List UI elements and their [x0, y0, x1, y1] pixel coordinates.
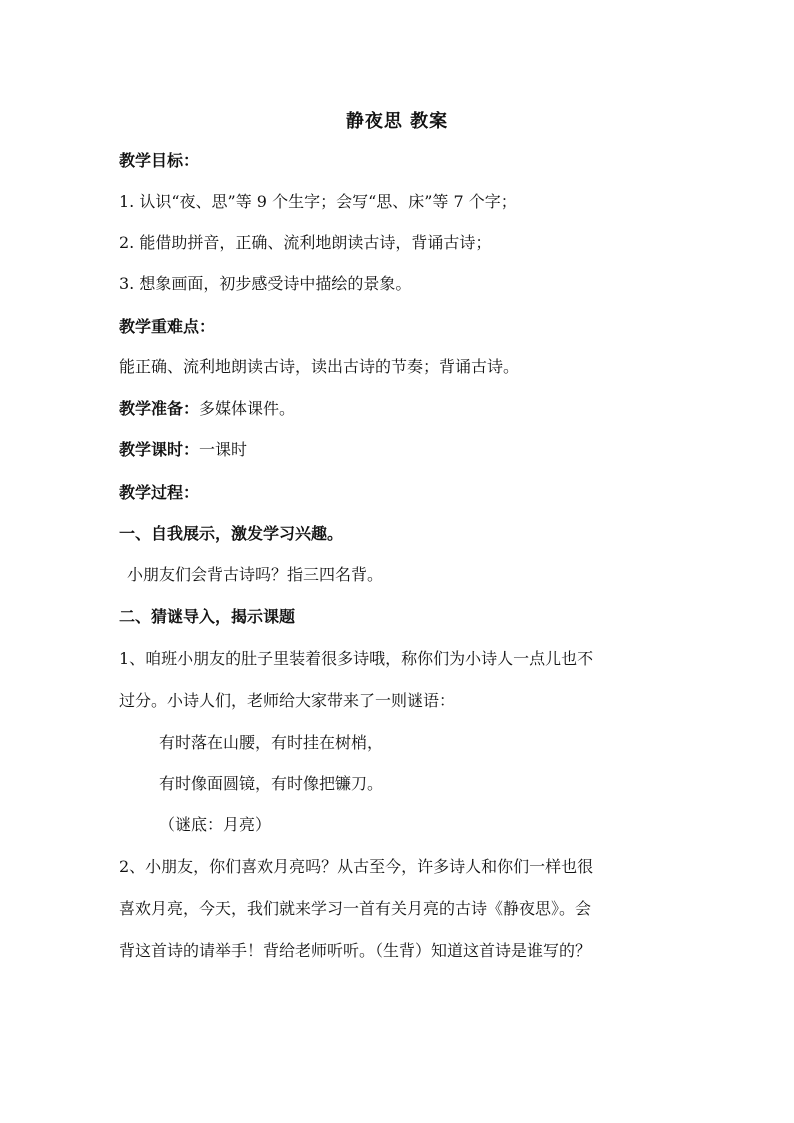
- step2-paragraph2-line1: 2、小朋友，你们喜欢月亮吗？从古至今，许多诗人和你们一样也很: [119, 857, 594, 876]
- riddle-answer: （谜底：月亮）: [159, 815, 272, 834]
- step2-paragraph1-line1: 1、咱班小朋友的肚子里装着很多诗哦，称你们为小诗人一点儿也不: [119, 649, 594, 668]
- step1-heading: 一、自我展示，激发学习兴趣。: [119, 524, 344, 543]
- difficulty-text: 能正确、流利地朗读古诗，读出古诗的节奏；背诵古诗。: [119, 357, 520, 376]
- step2-paragraph2-line3: 背这首诗的请举手！背给老师听听。（生背）知道这首诗是谁写的？: [119, 941, 592, 960]
- period-text: 一课时: [199, 440, 248, 459]
- process-heading: 教学过程：: [119, 483, 200, 502]
- difficulty-heading: 教学重难点：: [119, 317, 216, 336]
- step2-heading: 二、猜谜导入，揭示课题: [119, 607, 296, 626]
- step2-paragraph1-line2: 过分。小诗人们，老师给大家带来了一则谜语：: [119, 691, 456, 710]
- document-title: 静夜思 教案: [345, 111, 449, 132]
- objective-2: 2. 能借助拼音，正确、流利地朗读古诗，背诵古诗；: [119, 233, 492, 252]
- objectives-heading: 教学目标：: [119, 151, 200, 170]
- objective-1: 1. 认识“夜、思”等 9 个生字；会写“思、床”等 7 个字；: [119, 192, 517, 211]
- step2-paragraph2-line2: 喜欢月亮，今天，我们就来学习一首有关月亮的古诗《静夜思》。会: [119, 899, 592, 918]
- preparation-label: 教学准备：: [119, 399, 200, 418]
- objective-3: 3. 想象画面，初步感受诗中描绘的景象。: [119, 274, 412, 293]
- step1-text: 小朋友们会背古诗吗？指三四名背。: [127, 565, 384, 584]
- period-line: [119, 440, 679, 460]
- period-label: 教学课时：: [119, 440, 200, 459]
- preparation-text: 多媒体课件。: [199, 399, 296, 418]
- riddle-line1: 有时落在山腰，有时挂在树梢，: [159, 733, 384, 752]
- preparation-line: [119, 399, 679, 419]
- riddle-line2: 有时像面圆镜，有时像把镰刀。: [159, 774, 384, 793]
